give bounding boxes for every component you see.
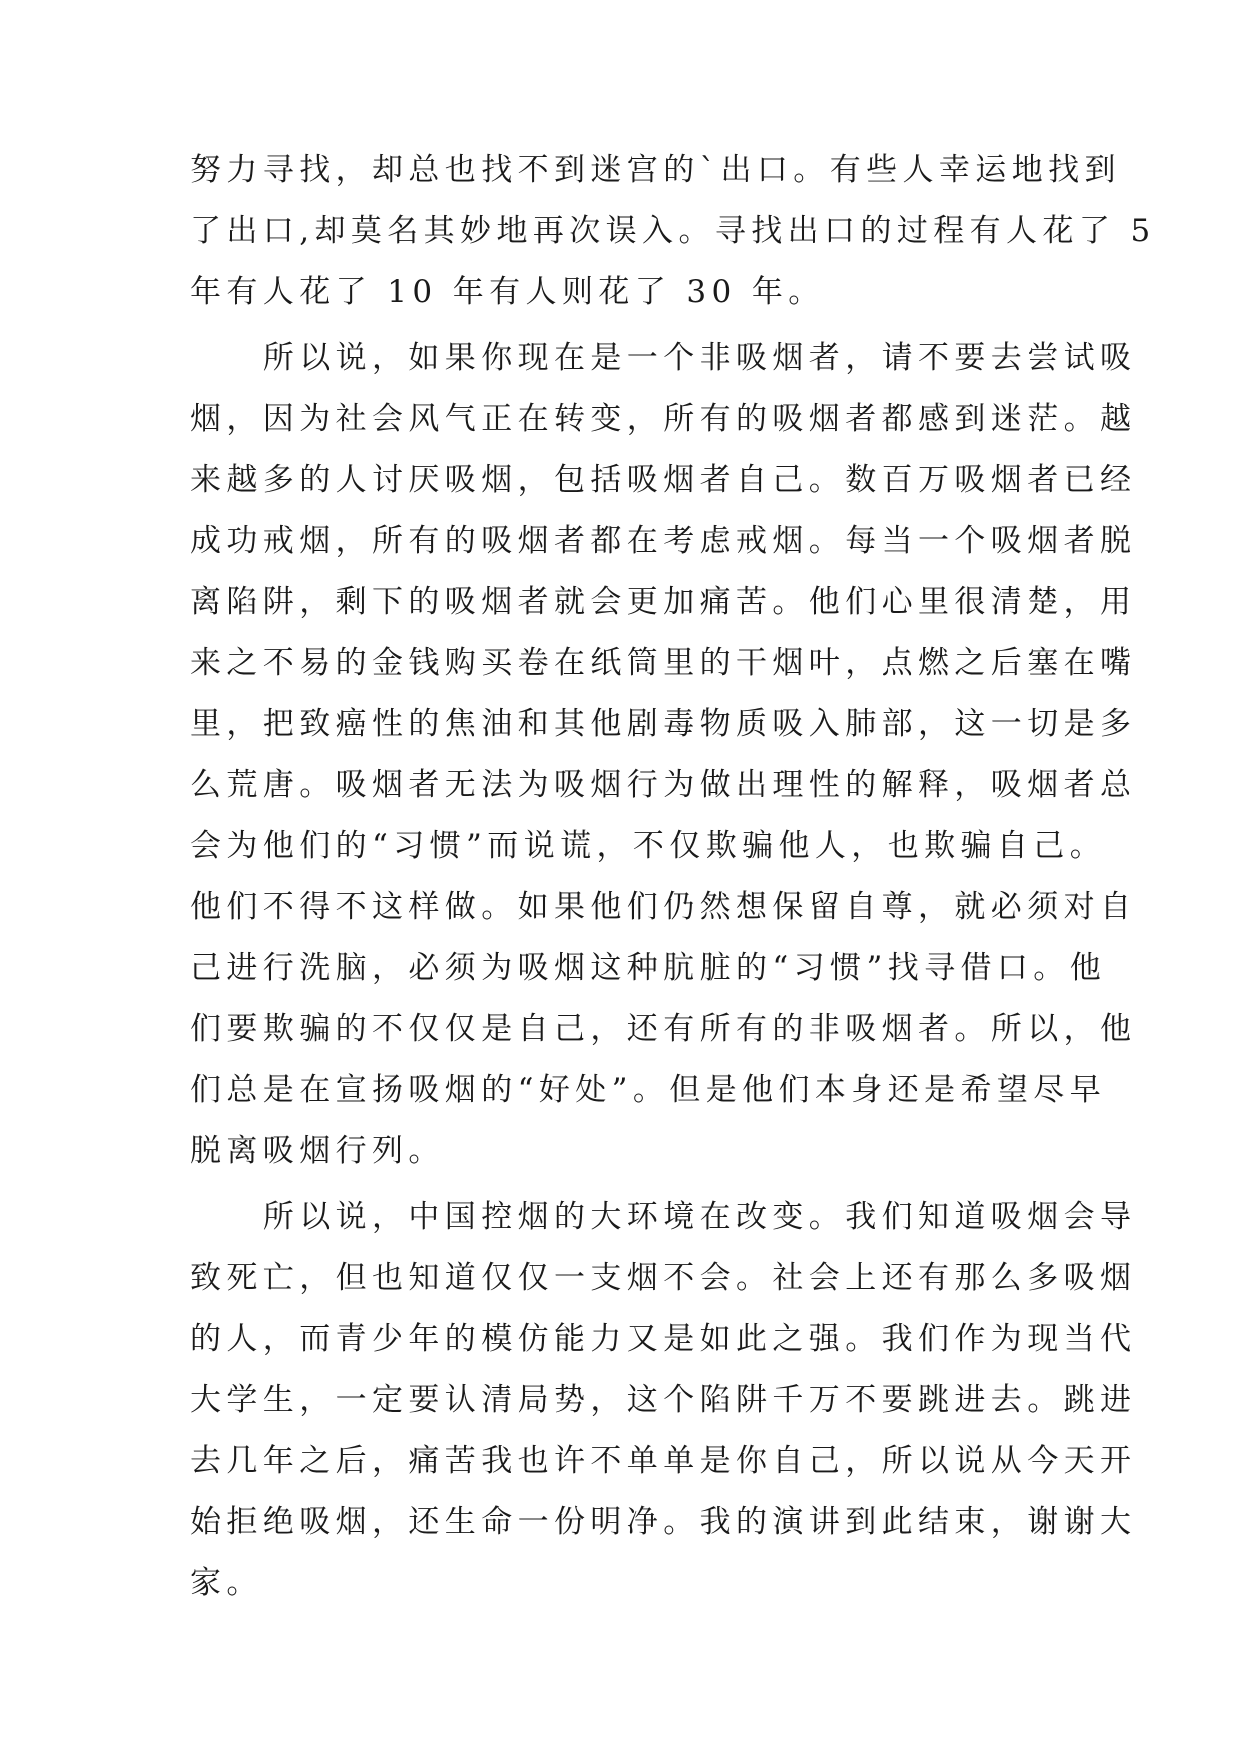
text-line: 的人，而青少年的模仿能力又是如此之强。我们作为现当代 [190, 1321, 1137, 1357]
text-line: 们总是在宣扬吸烟的“好处”。但是他们本身还是希望尽早 [190, 1072, 1107, 1108]
text-line: 会为他们的“习惯”而说谎，不仅欺骗他人，也欺骗自己。 [190, 828, 1107, 864]
text-line: 脱离吸烟行列。 [190, 1133, 445, 1169]
text-line: 始拒绝吸烟，还生命一份明净。我的演讲到此结束，谢谢大 [190, 1504, 1137, 1540]
text-line: 们要欺骗的不仅仅是自己，还有所有的非吸烟者。所以，他 [190, 1011, 1137, 1047]
text-line: 来之不易的金钱购买卷在纸筒里的干烟叶，点燃之后塞在嘴 [190, 645, 1137, 681]
text-line: 去几年之后，痛苦我也许不单单是你自己，所以说从今天开 [190, 1443, 1137, 1479]
text-line: 努力寻找，却总也找不到迷宫的`出口。有些人幸运地找到 [190, 152, 1121, 188]
text-line: 来越多的人讨厌吸烟，包括吸烟者自己。数百万吸烟者已经 [190, 462, 1137, 498]
text-line: 致死亡，但也知道仅仅一支烟不会。社会上还有那么多吸烟 [190, 1260, 1137, 1296]
text-line: 成功戒烟，所有的吸烟者都在考虑戒烟。每当一个吸烟者脱 [190, 523, 1137, 559]
text-line: 所以说，如果你现在是一个非吸烟者，请不要去尝试吸 [190, 340, 1137, 376]
text-line: 他们不得不这样做。如果他们仍然想保留自尊，就必须对自 [190, 889, 1137, 925]
text-line: 家。 [190, 1565, 263, 1601]
text-line: 己进行洗脑，必须为吸烟这种肮脏的“习惯”找寻借口。他 [190, 950, 1107, 986]
text-line: 大学生，一定要认清局势，这个陷阱千万不要跳进去。跳进 [190, 1382, 1137, 1418]
text-line: 烟，因为社会风气正在转变，所有的吸烟者都感到迷茫。越 [190, 401, 1137, 437]
text-line: 离陷阱，剩下的吸烟者就会更加痛苦。他们心里很清楚，用 [190, 584, 1137, 620]
text-line: 么荒唐。吸烟者无法为吸烟行为做出理性的解释，吸烟者总 [190, 767, 1137, 803]
text-line: 里，把致癌性的焦油和其他剧毒物质吸入肺部，这一切是多 [190, 706, 1137, 742]
text-line: 了出口,却莫名其妙地再次误入。寻找出口的过程有人花了 5 [190, 213, 1156, 249]
text-line: 所以说，中国控烟的大环境在改变。我们知道吸烟会导 [190, 1199, 1137, 1235]
text-line: 年有人花了 10 年有人则花了 30 年。 [190, 274, 825, 310]
speech-text [190, 140, 1156, 1614]
